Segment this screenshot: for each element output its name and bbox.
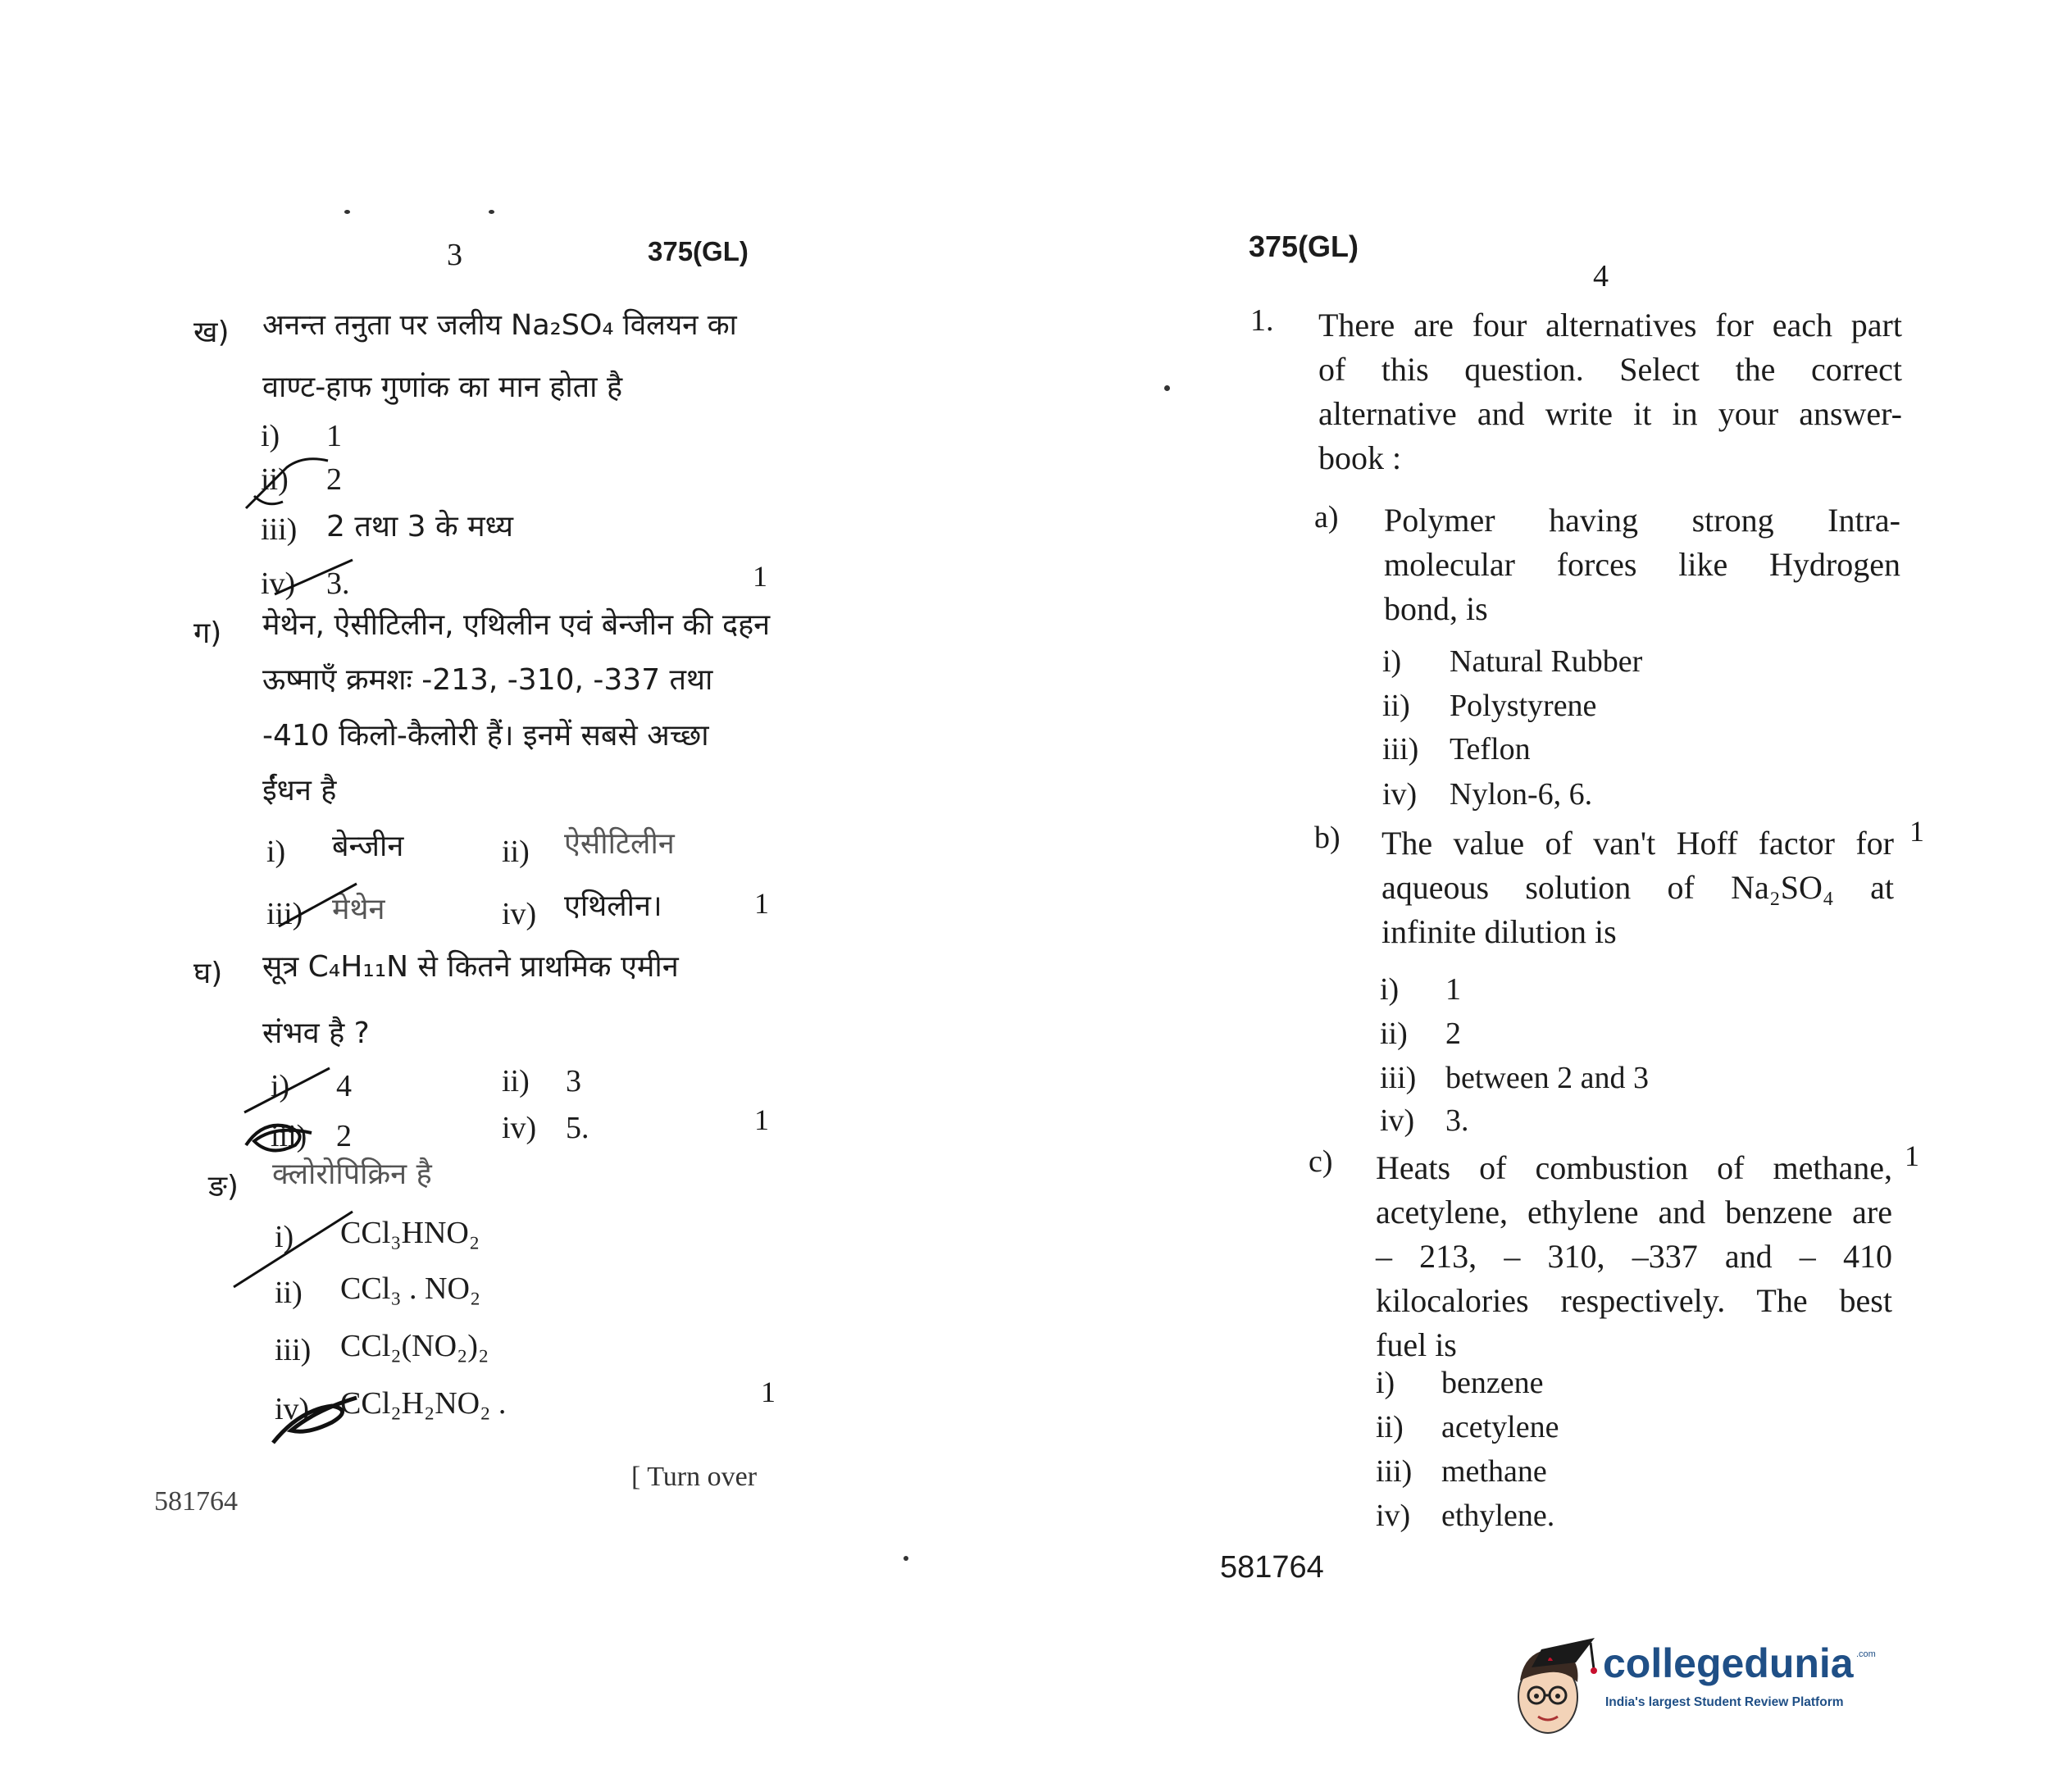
brand-tagline: India's largest Student Review Platform xyxy=(1605,1695,1844,1709)
question-line: bond, is xyxy=(1384,590,1488,627)
option-label: iv) xyxy=(1376,1499,1411,1533)
option-text: ऐसीटिलीन xyxy=(564,827,675,861)
option-label: ii) xyxy=(1382,689,1410,723)
option-text: ethylene. xyxy=(1441,1499,1555,1533)
question-line: infinite dilution is xyxy=(1381,913,1617,950)
option-text: 2 xyxy=(1445,1017,1461,1051)
marks: 1 xyxy=(761,1376,776,1408)
option-label: ii) xyxy=(502,835,530,869)
collegedunia-logo xyxy=(1509,1631,1876,1746)
option-text: 4 xyxy=(336,1069,352,1103)
question-line: kilocalories respectively. The best xyxy=(1376,1282,1892,1319)
scan-speck xyxy=(1164,385,1170,391)
question-text: संभव है ? xyxy=(262,1017,370,1050)
question-label: ख) xyxy=(193,316,230,349)
option-label: iv) xyxy=(502,897,537,931)
option-text: 3. xyxy=(1445,1103,1469,1138)
option-label: i) xyxy=(1382,644,1402,679)
question-text: सूत्र C₄H₁₁N से कितने प्राथमिक एमीन xyxy=(262,950,679,984)
brand-name: collegedunia xyxy=(1603,1640,1854,1686)
serial-number: 581764 xyxy=(1220,1550,1324,1585)
question-label: b) xyxy=(1314,821,1340,855)
question-block xyxy=(1381,821,1894,954)
option-label: i) xyxy=(1380,972,1400,1007)
turn-over: [ Turn over xyxy=(631,1462,758,1492)
option-formula: CCl₂H₂NO₂ . xyxy=(340,1386,507,1421)
option-label: ii) xyxy=(275,1276,303,1310)
question-line: acetylene, ethylene and benzene are xyxy=(1376,1194,1892,1230)
page-number: 3 xyxy=(447,238,462,272)
question-label: घ) xyxy=(193,957,223,990)
question-line: Heats of combustion of methane, xyxy=(1376,1149,1892,1186)
mascot-icon xyxy=(1509,1631,1603,1742)
option-text: 3. xyxy=(326,566,350,601)
option-label: ii) xyxy=(261,462,289,497)
option-text: Teflon xyxy=(1450,732,1531,766)
question-label: a) xyxy=(1314,500,1339,534)
option-label: ii) xyxy=(502,1064,530,1098)
instruction-line: alternative and write it in your answer- xyxy=(1318,395,1902,432)
instruction-line: book : xyxy=(1318,439,1402,476)
question-text: वाण्ट-हाफ गुणांक का मान होता है xyxy=(262,371,623,404)
question-text: क्लोरोपिक्रिन है xyxy=(272,1158,432,1191)
option-text: Polystyrene xyxy=(1450,689,1597,723)
option-text: 3 xyxy=(566,1064,581,1098)
question-text: ऊष्माएँ क्रमशः -213, -310, -337 तथा xyxy=(262,663,713,697)
option-label: iii) xyxy=(1382,732,1419,766)
option-label: iv) xyxy=(1380,1103,1415,1138)
option-text: Nylon-6, 6. xyxy=(1450,777,1593,812)
option-text: 2 तथा 3 के मध्य xyxy=(326,510,514,544)
question-block xyxy=(1376,1146,1892,1367)
page-number: 4 xyxy=(1593,259,1609,293)
option-formula: CCl₃HNO₂ xyxy=(340,1216,480,1250)
question-text: मेथेन, ऐसीटिलीन, एथिलीन एवं बेन्जीन की दहन xyxy=(262,608,771,642)
option-label: iii) xyxy=(275,1333,312,1367)
option-label: iv) xyxy=(261,566,296,601)
question-text: -410 किलो-कैलोरी हैं। इनमें सबसे अच्छा xyxy=(262,719,709,753)
option-label: iv) xyxy=(502,1111,537,1145)
question-label: c) xyxy=(1309,1144,1333,1179)
option-text: 2 xyxy=(336,1119,352,1153)
question-line: aqueous solution of Na₂SO₄ at xyxy=(1381,869,1894,906)
instruction-block xyxy=(1318,303,1902,480)
marks: 1 xyxy=(1909,815,1924,848)
serial-number: 581764 xyxy=(154,1486,238,1517)
option-label: i) xyxy=(271,1069,290,1103)
question-text: अनन्त तनुता पर जलीय Na₂SO₄ विलयन का xyxy=(262,309,737,342)
question-line: molecular forces like Hydrogen xyxy=(1384,546,1900,583)
option-text: between 2 and 3 xyxy=(1445,1061,1649,1095)
option-text: बेन्जीन xyxy=(332,830,404,863)
marks: 1 xyxy=(754,1103,769,1136)
marks: 1 xyxy=(753,560,767,593)
instruction-line: There are four alternatives for each part xyxy=(1318,307,1902,343)
option-text: methane xyxy=(1441,1454,1547,1489)
option-label: iv) xyxy=(275,1392,310,1426)
question-block xyxy=(1384,498,1900,631)
instruction-line: of this question. Select the correct xyxy=(1318,351,1902,388)
question-text: ईंधन है xyxy=(262,774,337,807)
question-line: – 213, – 310, –337 and – 410 xyxy=(1376,1238,1892,1275)
marks: 1 xyxy=(1905,1139,1919,1172)
option-text: 2 xyxy=(326,462,342,497)
option-label: i) xyxy=(261,419,280,453)
option-text: एथिलीन। xyxy=(564,889,662,923)
question-label: ग) xyxy=(193,616,222,650)
right-page xyxy=(1036,0,2071,1792)
option-formula: CCl₃ . NO₂ xyxy=(340,1271,481,1306)
scan-speck xyxy=(904,1556,908,1561)
option-label: ii) xyxy=(1380,1017,1408,1051)
paper-code: 375(GL) xyxy=(1249,230,1359,263)
marks: 1 xyxy=(754,887,769,920)
option-text: Natural Rubber xyxy=(1450,644,1643,679)
question-line: Polymer having strong Intra- xyxy=(1384,502,1900,539)
option-label: i) xyxy=(1376,1366,1395,1400)
option-text: benzene xyxy=(1441,1366,1544,1400)
paper-code: 375(GL) xyxy=(648,236,749,266)
option-label: i) xyxy=(275,1220,294,1254)
option-formula: CCl₂(NO₂)₂ xyxy=(340,1329,489,1363)
question-line: The value of van't Hoff factor for xyxy=(1381,825,1894,862)
option-label: iii) xyxy=(1380,1061,1417,1095)
option-text: 5. xyxy=(566,1111,589,1145)
question-label: 1. xyxy=(1250,303,1274,338)
option-label: iv) xyxy=(1382,777,1418,812)
scan-speck xyxy=(489,210,494,214)
option-text: मेथेन xyxy=(332,893,385,926)
scan-speck xyxy=(344,210,350,214)
option-text: 1 xyxy=(326,419,342,453)
option-label: iii) xyxy=(271,1119,307,1153)
brand-suffix: .com xyxy=(1856,1649,1876,1659)
option-label: ii) xyxy=(1376,1410,1404,1444)
option-label: iii) xyxy=(1376,1454,1413,1489)
question-label: ङ) xyxy=(208,1170,239,1203)
question-line: fuel is xyxy=(1376,1326,1457,1363)
option-label: iii) xyxy=(266,897,303,931)
option-label: iii) xyxy=(261,512,298,547)
option-text: acetylene xyxy=(1441,1410,1559,1444)
option-text: 1 xyxy=(1445,972,1461,1007)
option-label: i) xyxy=(266,835,286,869)
